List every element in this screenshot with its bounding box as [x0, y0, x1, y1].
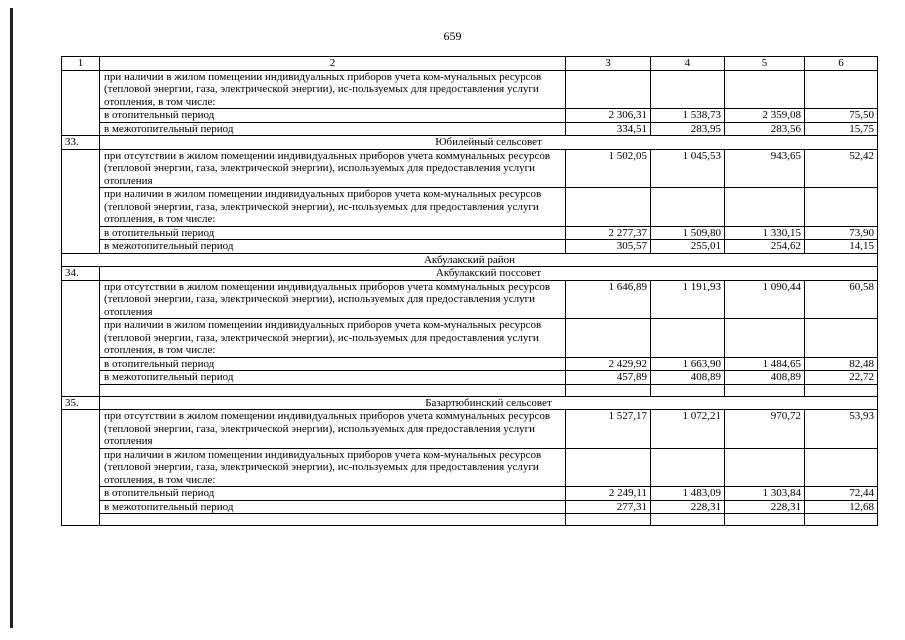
table-row: [62, 357, 878, 371]
value-cell: 1 502,05: [566, 149, 651, 188]
value-cell: 73,90: [805, 226, 878, 240]
value-cell: 60,58: [805, 280, 878, 319]
row-label: при отсутствии в жилом помещении индивидуальных приборов учета коммунальных ресурсов (тепловой энергии, газа, электрической энергии), используемых для предоставления услуги отопления: [100, 410, 566, 449]
section-number: 33.: [62, 136, 100, 150]
district-title: Акбулакский район: [62, 253, 878, 267]
empty-cell: [100, 514, 566, 526]
value-cell: [566, 319, 651, 358]
value-cell: 22,72: [805, 371, 878, 385]
row-label: при наличии в жилом помещении индивидуальных приборов учета ком-мунальных ресурсов (тепловой энергии, газа, электрической энергии), ис-пользуемых для предоставления услуги отопления, в том числе:: [100, 70, 566, 109]
value-cell: 2 359,08: [725, 109, 805, 123]
value-cell: 1 483,09: [651, 487, 725, 501]
value-cell: [725, 70, 805, 109]
row-label: в отопительный период: [100, 487, 566, 501]
value-cell: 943,65: [725, 149, 805, 188]
value-cell: 305,57: [566, 240, 651, 254]
column-header: 4: [651, 57, 725, 71]
value-cell: 283,56: [725, 122, 805, 136]
value-cell: 1 646,89: [566, 280, 651, 319]
value-cell: [725, 319, 805, 358]
empty-cell: [651, 384, 725, 396]
section-number: 35.: [62, 396, 100, 410]
table-row: [62, 149, 878, 188]
value-cell: 457,89: [566, 371, 651, 385]
tariff-table: [61, 56, 878, 526]
row-label: в отопительный период: [100, 109, 566, 123]
value-cell: 1 330,15: [725, 226, 805, 240]
value-cell: 1 663,90: [651, 357, 725, 371]
value-cell: 75,50: [805, 109, 878, 123]
row-label: в отопительный период: [100, 357, 566, 371]
page-number: 659: [443, 29, 462, 43]
value-cell: 1 303,84: [725, 487, 805, 501]
value-cell: 72,44: [805, 487, 878, 501]
row-label: в межотопительный период: [100, 122, 566, 136]
column-header: 3: [566, 57, 651, 71]
value-cell: [725, 188, 805, 227]
row-label: при отсутствии в жилом помещении индивидуальных приборов учета коммунальных ресурсов (тепловой энергии, газа, электрической энергии), используемых для предоставления услуги отопления: [100, 280, 566, 319]
value-cell: 283,95: [651, 122, 725, 136]
section-title: Базартюбинский сельсовет: [100, 396, 878, 410]
value-cell: [566, 448, 651, 487]
row-label: в межотопительный период: [100, 500, 566, 514]
empty-cell: [805, 384, 878, 396]
column-header: 1: [62, 57, 100, 71]
value-cell: 1 509,80: [651, 226, 725, 240]
row-label: в межотопительный период: [100, 240, 566, 254]
section-number: 34.: [62, 267, 100, 281]
table-row: [62, 487, 878, 501]
value-cell: 408,89: [651, 371, 725, 385]
value-cell: 1 484,65: [725, 357, 805, 371]
row-label: в отопительный период: [100, 226, 566, 240]
table-row: [62, 70, 878, 109]
table-row: [62, 514, 878, 526]
section-header-row: [62, 396, 878, 410]
value-cell: [566, 70, 651, 109]
table-row: [62, 448, 878, 487]
row-label: при отсутствии в жилом помещении индивидуальных приборов учета коммунальных ресурсов (тепловой энергии, газа, электрической энергии), используемых для предоставления услуги отопления: [100, 149, 566, 188]
section-header-row: [62, 136, 878, 150]
value-cell: 277,31: [566, 500, 651, 514]
value-cell: 1 072,21: [651, 410, 725, 449]
row-number-cell: [62, 280, 100, 396]
section-title: Акбулакский поссовет: [100, 267, 878, 281]
column-header: 5: [725, 57, 805, 71]
value-cell: [805, 70, 878, 109]
value-cell: 2 249,11: [566, 487, 651, 501]
section-title: Юбилейный сельсовет: [100, 136, 878, 150]
value-cell: 970,72: [725, 410, 805, 449]
section-header-row: [62, 267, 878, 281]
value-cell: 1 527,17: [566, 410, 651, 449]
value-cell: 52,42: [805, 149, 878, 188]
value-cell: [805, 319, 878, 358]
value-cell: [651, 188, 725, 227]
column-header: 2: [100, 57, 566, 71]
value-cell: 408,89: [725, 371, 805, 385]
table-row: [62, 319, 878, 358]
table-header-row: [62, 57, 878, 71]
value-cell: 2 306,31: [566, 109, 651, 123]
table-row: [62, 371, 878, 385]
empty-cell: [566, 514, 651, 526]
value-cell: 1 090,44: [725, 280, 805, 319]
scan-edge-line: [10, 8, 13, 628]
value-cell: 1 191,93: [651, 280, 725, 319]
row-number-cell: [62, 149, 100, 253]
table-row: [62, 280, 878, 319]
value-cell: 82,48: [805, 357, 878, 371]
table-row: [62, 384, 878, 396]
value-cell: 255,01: [651, 240, 725, 254]
table-row: [62, 410, 878, 449]
value-cell: 228,31: [651, 500, 725, 514]
value-cell: 15,75: [805, 122, 878, 136]
table-row: [62, 122, 878, 136]
value-cell: 254,62: [725, 240, 805, 254]
table-row: [62, 240, 878, 254]
row-label: при наличии в жилом помещении индивидуальных приборов учета ком-мунальных ресурсов (тепловой энергии, газа, электрической энергии), ис-пользуемых для предоставления услуги отопления, в том числе:: [100, 188, 566, 227]
value-cell: 12,68: [805, 500, 878, 514]
empty-cell: [805, 514, 878, 526]
row-number-cell: [62, 70, 100, 136]
empty-cell: [566, 384, 651, 396]
value-cell: 2 429,92: [566, 357, 651, 371]
empty-cell: [651, 514, 725, 526]
value-cell: [725, 448, 805, 487]
value-cell: [651, 319, 725, 358]
table-row: [62, 109, 878, 123]
value-cell: [651, 70, 725, 109]
table-row: [62, 188, 878, 227]
empty-cell: [725, 514, 805, 526]
value-cell: 53,93: [805, 410, 878, 449]
empty-cell: [725, 384, 805, 396]
row-label: в межотопительный период: [100, 371, 566, 385]
value-cell: 228,31: [725, 500, 805, 514]
value-cell: 1 538,73: [651, 109, 725, 123]
value-cell: 14,15: [805, 240, 878, 254]
table-row: [62, 500, 878, 514]
empty-cell: [100, 384, 566, 396]
value-cell: 334,51: [566, 122, 651, 136]
row-label: при наличии в жилом помещении индивидуальных приборов учета ком-мунальных ресурсов (тепловой энергии, газа, электрической энергии), ис-пользуемых для предоставления услуги отопления, в том числе:: [100, 448, 566, 487]
row-number-cell: [62, 410, 100, 526]
value-cell: 2 277,37: [566, 226, 651, 240]
value-cell: [805, 188, 878, 227]
table-row: [62, 226, 878, 240]
value-cell: [566, 188, 651, 227]
row-label: при наличии в жилом помещении индивидуальных приборов учета ком-мунальных ресурсов (тепловой энергии, газа, электрической энергии), ис-пользуемых для предоставления услуги отопления, в том числе:: [100, 319, 566, 358]
district-header-row: [62, 253, 878, 267]
value-cell: [805, 448, 878, 487]
value-cell: 1 045,53: [651, 149, 725, 188]
value-cell: [651, 448, 725, 487]
column-header: 6: [805, 57, 878, 71]
